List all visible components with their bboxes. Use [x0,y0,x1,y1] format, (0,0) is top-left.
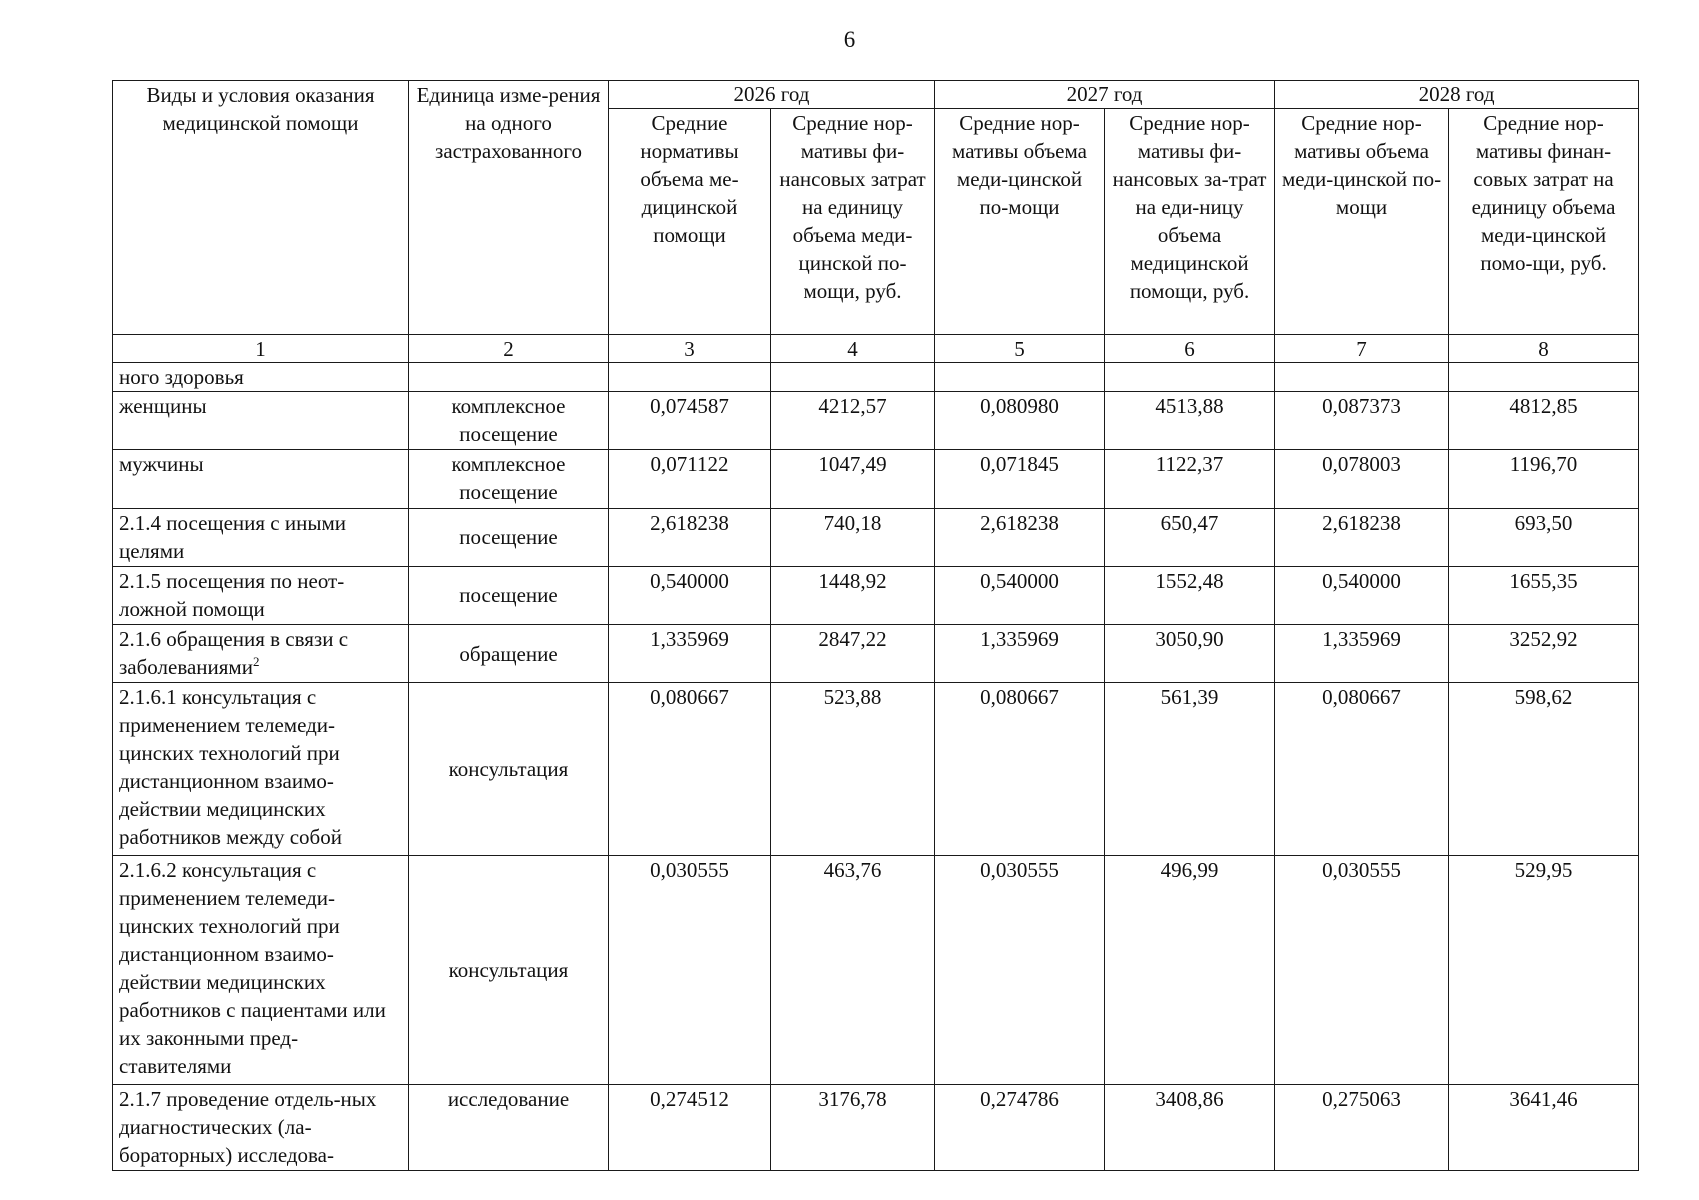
column-number: 8 [1449,335,1639,363]
row-description [113,625,409,683]
row-unit [409,363,609,392]
value-2027-cost: 3408,86 [1105,1084,1275,1170]
table-row [113,566,1639,624]
footnote-marker: 2 [252,654,260,669]
value-2027-volume: 0,540000 [935,566,1105,624]
value-2028-volume: 0,030555 [1275,855,1449,1084]
value-2028-cost [1449,363,1639,392]
table-row [113,392,1639,450]
value-2028-volume [1275,363,1449,392]
row-description: мужчины [113,450,409,508]
value-2027-cost: 1552,48 [1105,566,1275,624]
value-2027-volume: 1,335969 [935,625,1105,683]
row-unit: обращение [409,625,609,683]
value-2028-cost: 3641,46 [1449,1084,1639,1170]
row-description: ного здоровья [113,363,409,392]
value-2026-cost: 523,88 [771,683,935,856]
header-year-2028: 2028 год [1275,81,1639,109]
header-year-row [113,81,1639,109]
value-2026-volume: 2,618238 [609,508,771,566]
header-2026-volume: Средние нормативы объема ме-дицинской помощи [609,109,771,335]
header-2028-cost: Средние нор-мативы финан-совых затрат на единицу объема меди-цинской помо-щи, руб. [1449,109,1639,335]
page-number: 6 [843,27,856,52]
value-2028-volume: 2,618238 [1275,508,1449,566]
row-unit: консультация [409,683,609,856]
value-2028-volume: 0,078003 [1275,450,1449,508]
column-number: 5 [935,335,1105,363]
value-2027-volume: 0,030555 [935,855,1105,1084]
value-2028-cost: 693,50 [1449,508,1639,566]
value-2026-cost: 3176,78 [771,1084,935,1170]
table-row [113,450,1639,508]
header-year-2027: 2027 год [935,81,1275,109]
table-row [113,855,1639,1084]
value-2027-volume: 0,080667 [935,683,1105,856]
value-2026-cost [771,363,935,392]
header-2027-volume: Средние нор-мативы объема меди-цинской по-мощи [935,109,1105,335]
row-unit: консультация [409,855,609,1084]
row-unit: исследование [409,1084,609,1170]
header-year-2026: 2026 год [609,81,935,109]
row-description: 2.1.6.1 консультация с применением телемеди-цинских технологий при дистанционном взаимо-действии медицинских работников между собой [113,683,409,856]
value-2027-volume: 2,618238 [935,508,1105,566]
value-2026-volume: 0,274512 [609,1084,771,1170]
value-2028-cost: 3252,92 [1449,625,1639,683]
header-2026-cost: Средние нор-мативы фи-нансовых затрат на единицу объема меди-цинской по-мощи, руб. [771,109,935,335]
value-2027-volume [935,363,1105,392]
value-2027-cost: 650,47 [1105,508,1275,566]
column-number: 1 [113,335,409,363]
value-2028-volume: 0,540000 [1275,566,1449,624]
value-2027-cost: 4513,88 [1105,392,1275,450]
value-2028-cost: 598,62 [1449,683,1639,856]
value-2028-cost: 4812,85 [1449,392,1639,450]
value-2026-cost: 1448,92 [771,566,935,624]
header-2028-volume: Средние нор-мативы объема меди-цинской по-мощи [1275,109,1449,335]
value-2026-volume: 0,074587 [609,392,771,450]
value-2027-cost: 561,39 [1105,683,1275,856]
value-2028-volume: 1,335969 [1275,625,1449,683]
value-2028-cost: 1655,35 [1449,566,1639,624]
table-row [113,1084,1639,1170]
value-2026-volume: 0,080667 [609,683,771,856]
table-row [113,625,1639,683]
row-description: 2.1.7 проведение отдель-ных диагностических (ла-бораторных) исследова- [113,1084,409,1170]
row-description-text: 2.1.6 обращения в связи с заболеваниями [119,627,349,679]
value-2027-cost: 496,99 [1105,855,1275,1084]
header-care-types: Виды и условия оказания медицинской помощи [113,81,409,335]
value-2027-cost: 1122,37 [1105,450,1275,508]
column-number: 7 [1275,335,1449,363]
column-number: 6 [1105,335,1275,363]
row-description: женщины [113,392,409,450]
column-number: 3 [609,335,771,363]
value-2028-volume: 0,080667 [1275,683,1449,856]
value-2026-cost: 4212,57 [771,392,935,450]
value-2026-volume: 0,030555 [609,855,771,1084]
row-unit: посещение [409,566,609,624]
value-2027-volume: 0,071845 [935,450,1105,508]
table-row [113,683,1639,856]
value-2027-volume: 0,274786 [935,1084,1105,1170]
row-description: 2.1.4 посещения с иными целями [113,508,409,566]
value-2027-cost: 3050,90 [1105,625,1275,683]
row-description: 2.1.5 посещения по неот-ложной помощи [113,566,409,624]
value-2026-cost: 740,18 [771,508,935,566]
value-2028-cost: 529,95 [1449,855,1639,1084]
header-2027-cost: Средние нор-мативы фи-нансовых за-трат на еди-ницу объема медицинской помощи, руб. [1105,109,1275,335]
row-unit: посещение [409,508,609,566]
column-number-row [113,335,1639,363]
value-2028-volume: 0,275063 [1275,1084,1449,1170]
row-unit: комплексное посещение [409,392,609,450]
column-number: 4 [771,335,935,363]
medical-care-norms-table [112,80,1639,1171]
value-2027-volume: 0,080980 [935,392,1105,450]
value-2026-cost: 2847,22 [771,625,935,683]
value-2028-volume: 0,087373 [1275,392,1449,450]
value-2026-volume [609,363,771,392]
value-2026-volume: 1,335969 [609,625,771,683]
row-description: 2.1.6.2 консультация с применением телемеди-цинских технологий при дистанционном взаимо-действии медицинских работников с пациентами или их законными пред-ставителями [113,855,409,1084]
row-unit: комплексное посещение [409,450,609,508]
value-2027-cost [1105,363,1275,392]
header-unit: Единица изме-рения на одного застрахованного [409,81,609,335]
value-2026-volume: 0,071122 [609,450,771,508]
value-2026-cost: 463,76 [771,855,935,1084]
value-2026-cost: 1047,49 [771,450,935,508]
value-2028-cost: 1196,70 [1449,450,1639,508]
table-row [113,363,1639,392]
column-number: 2 [409,335,609,363]
table-row [113,508,1639,566]
value-2026-volume: 0,540000 [609,566,771,624]
